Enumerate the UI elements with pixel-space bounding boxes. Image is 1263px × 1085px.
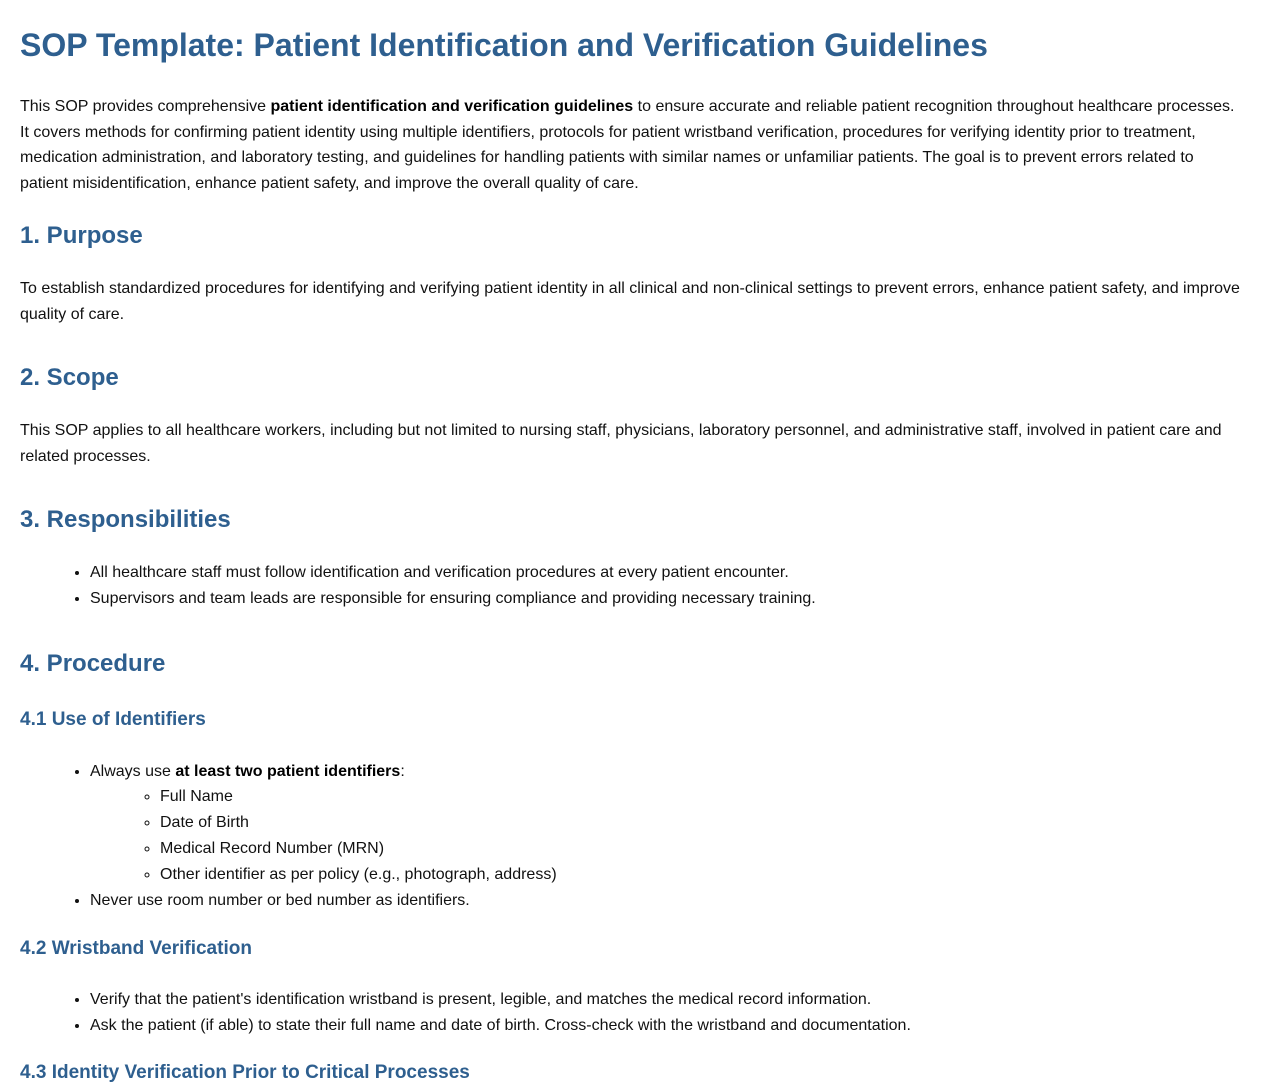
responsibilities-list <box>20 560 1243 612</box>
subsection-heading-critical-processes: 4.3 Identity Verification Prior to Critical Processes <box>20 1061 470 1083</box>
page-title: SOP Template: Patient Identification and Verification Guidelines <box>20 27 988 63</box>
intro-paragraph <box>20 94 1243 196</box>
subsection-heading-identifiers: 4.1 Use of Identifiers <box>20 708 206 730</box>
intro-text-end: to ensure accurate and reliable patient recognition throughout healthcare processes. It covers methods for confirming patient identity using multiple identifiers, protocols for patient wristband verification, procedures for verifying identity prior to treatment, medication administration, and laboratory testing, and guidelines for handling patients with similar names or unfamiliar patients. The goal is to prevent errors related to patient misidentification, enhance patient safety, and improve the overall quality of care. <box>20 98 1235 192</box>
scope-paragraph: This SOP applies to all healthcare workers, including but not limited to nursing staff, physicians, laboratory personnel, and administrative staff, involved in patient care and related processes. <box>20 422 1222 465</box>
sublist-item: ◦ Medical Record Number (MRN) <box>160 836 1243 862</box>
sublist-item: ◦ Other identifier as per policy (e.g., photograph, address) <box>160 862 1243 888</box>
list-item-text: Always use <box>90 762 176 780</box>
list-item <box>90 759 1243 888</box>
section-heading-responsibilities: 3. Responsibilities <box>20 506 231 533</box>
list-item: • Supervisors and team leads are responsible for ensuring compliance and providing necessary training. <box>90 586 1243 612</box>
identifiers-sublist <box>90 784 1243 887</box>
list-item-bold: at least two patient identifiers <box>175 762 401 780</box>
list-item-text: : <box>400 762 405 780</box>
section-heading-scope: 2. Scope <box>20 364 119 391</box>
sublist-item: ◦ Date of Birth <box>160 810 1243 836</box>
list-item: • All healthcare staff must follow identification and verification procedures at every patient encounter. <box>90 560 1243 586</box>
list-item: • Verify that the patient's identification wristband is present, legible, and matches the medical record information. <box>90 987 1243 1013</box>
section-heading-procedure: 4. Procedure <box>20 649 166 677</box>
identifiers-list <box>20 759 1243 914</box>
list-item: • Ask the patient (if able) to state their full name and date of birth. Cross-check with the wristband and documentation. <box>90 1013 1243 1039</box>
intro-text-bold: patient identification and verification guidelines <box>270 98 634 115</box>
wristband-list <box>20 987 1243 1039</box>
intro-text-start: This SOP provides comprehensive <box>20 98 271 115</box>
list-item: • Never use room number or bed number as identifiers. <box>90 888 1243 914</box>
purpose-paragraph: To establish standardized procedures for identifying and verifying patient identity in all clinical and non-clinical settings to prevent errors, enhance patient safety, and improve quality of care. <box>20 280 1240 323</box>
subsection-heading-wristband: 4.2 Wristband Verification <box>20 938 252 960</box>
section-heading-purpose: 1. Purpose <box>20 222 143 249</box>
sublist-item: ◦ Full Name <box>160 784 1243 810</box>
